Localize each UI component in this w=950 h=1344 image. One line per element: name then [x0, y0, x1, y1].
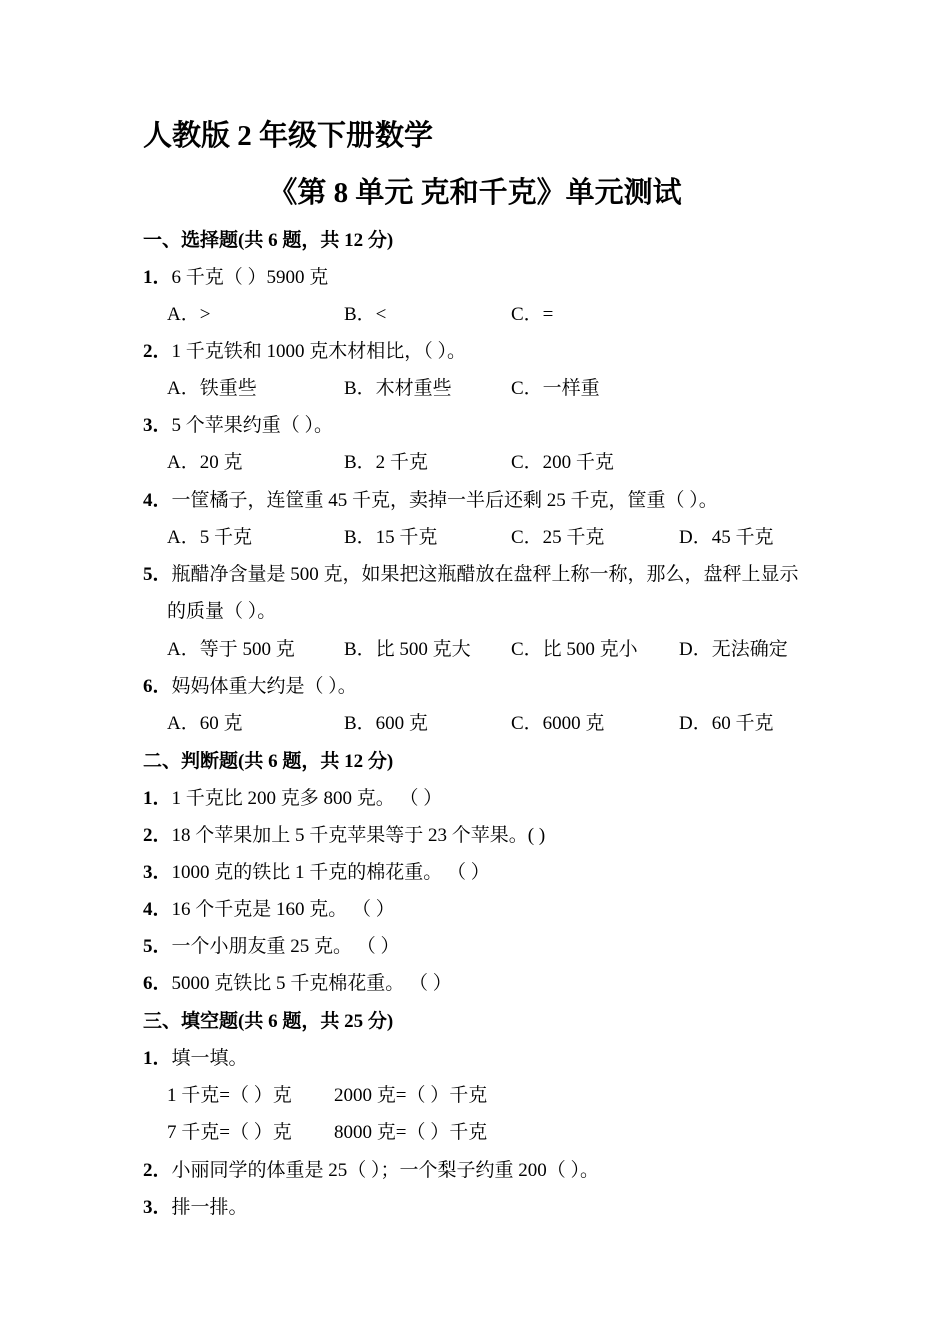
- judge-question-6: [143, 971, 452, 997]
- option-b: B．比 500 克大: [344, 639, 471, 660]
- option-b: B．2 千克: [344, 452, 428, 473]
- option-b: B．木材重些: [344, 378, 452, 399]
- question-number: 1．: [143, 788, 172, 809]
- question-text: 1 千克铁和 1000 克木材相比，（ ）。: [171, 341, 467, 362]
- fill-question-2: [143, 1158, 599, 1184]
- question-text: 排一排。: [171, 1197, 248, 1218]
- judge-question-4: [143, 897, 395, 923]
- option-b: B．15 千克: [344, 527, 438, 548]
- option-c: C．25 千克: [511, 527, 605, 548]
- question-text: 一个小朋友重 25 克。 （ ）: [171, 936, 400, 957]
- question-text: 5 个苹果约重（ ）。: [171, 415, 334, 436]
- document-title: 人教版 2 年级下册数学: [143, 120, 434, 152]
- question-text: 1 千克比 200 克多 800 克。 （ ）: [171, 788, 443, 809]
- question-number: 3．: [143, 415, 172, 436]
- question-number: 1．: [143, 1048, 172, 1069]
- question-text: 填一填。: [171, 1048, 248, 1069]
- question-text: 18 个苹果加上 5 千克苹果等于 23 个苹果。( ): [171, 825, 546, 846]
- fill-blank-item: 2000 克=（ ）千克: [334, 1085, 488, 1106]
- question-text: 妈妈体重大约是（ ）。: [171, 676, 357, 697]
- section-heading-fill-blank: 三、填空题(共 6 题，共 25 分): [143, 1011, 394, 1032]
- fill-blank-item: 1 千克=（ ）克: [167, 1085, 292, 1106]
- fill-blank-item: 8000 克=（ ）千克: [334, 1122, 488, 1143]
- question-number: 3．: [143, 862, 172, 883]
- option-a: A．5 千克: [167, 527, 252, 548]
- question-text: 一筐橘子，连筐重 45 千克，卖掉一半后还剩 25 千克，筐重（ ）。: [171, 490, 718, 511]
- question-number: 4．: [143, 899, 172, 920]
- question-number: 1．: [143, 267, 172, 288]
- question-number: 3．: [143, 1197, 172, 1218]
- question-number: 5．: [143, 936, 172, 957]
- option-a: A．等于 500 克: [167, 639, 295, 660]
- option-a: A．>: [167, 304, 211, 325]
- question-4: [143, 488, 718, 514]
- option-c: C．比 500 克小: [511, 639, 638, 660]
- question-number: 6．: [143, 676, 172, 697]
- question-text-continued: 的质量（ ）。: [167, 601, 277, 622]
- question-text: 小丽同学的体重是 25（ ）；一个梨子约重 200（ ）。: [171, 1160, 600, 1181]
- question-text: 5000 克铁比 5 千克棉花重。 （ ）: [171, 973, 452, 994]
- question-text: 6 千克（ ）5900 克: [171, 267, 329, 288]
- question-number: 6．: [143, 973, 172, 994]
- option-c: C．一样重: [511, 378, 600, 399]
- question-number: 2．: [143, 341, 172, 362]
- fill-question-3: [143, 1195, 248, 1221]
- option-c: C．6000 克: [511, 713, 605, 734]
- option-b: B．<: [344, 304, 387, 325]
- section-heading-judgement: 二、判断题(共 6 题，共 12 分): [143, 751, 394, 772]
- question-2: [143, 339, 466, 365]
- question-text: 瓶醋净含量是 500 克，如果把这瓶醋放在盘秤上称一称，那么，盘秤上显示: [171, 564, 799, 585]
- fill-blank-item: 7 千克=（ ）克: [167, 1122, 292, 1143]
- question-1: [143, 265, 328, 291]
- question-text: 16 个千克是 160 克。 （ ）: [171, 899, 395, 920]
- section-heading-choice: 一、选择题(共 6 题，共 12 分): [143, 230, 394, 251]
- question-number: 5．: [143, 564, 172, 585]
- question-number: 2．: [143, 825, 172, 846]
- question-number: 4．: [143, 490, 172, 511]
- question-text: 1000 克的铁比 1 千克的棉花重。 （ ）: [171, 862, 490, 883]
- judge-question-5: [143, 934, 400, 960]
- judge-question-1: [143, 786, 442, 812]
- option-d: D．无法确定: [679, 639, 788, 660]
- option-d: D．60 千克: [679, 713, 774, 734]
- option-c: C．200 千克: [511, 452, 614, 473]
- fill-question-1: [143, 1046, 248, 1072]
- question-6: [143, 674, 357, 700]
- question-3: [143, 413, 333, 439]
- question-number: 2．: [143, 1160, 172, 1181]
- option-c: C．=: [511, 304, 554, 325]
- option-a: A．20 克: [167, 452, 243, 473]
- document-subtitle: 《第 8 单元 克和千克》单元测试: [268, 177, 682, 209]
- option-d: D．45 千克: [679, 527, 774, 548]
- option-a: A．60 克: [167, 713, 243, 734]
- question-5: [143, 562, 799, 588]
- judge-question-3: [143, 860, 490, 886]
- option-b: B．600 克: [344, 713, 428, 734]
- judge-question-2: [143, 823, 545, 849]
- option-a: A．铁重些: [167, 378, 257, 399]
